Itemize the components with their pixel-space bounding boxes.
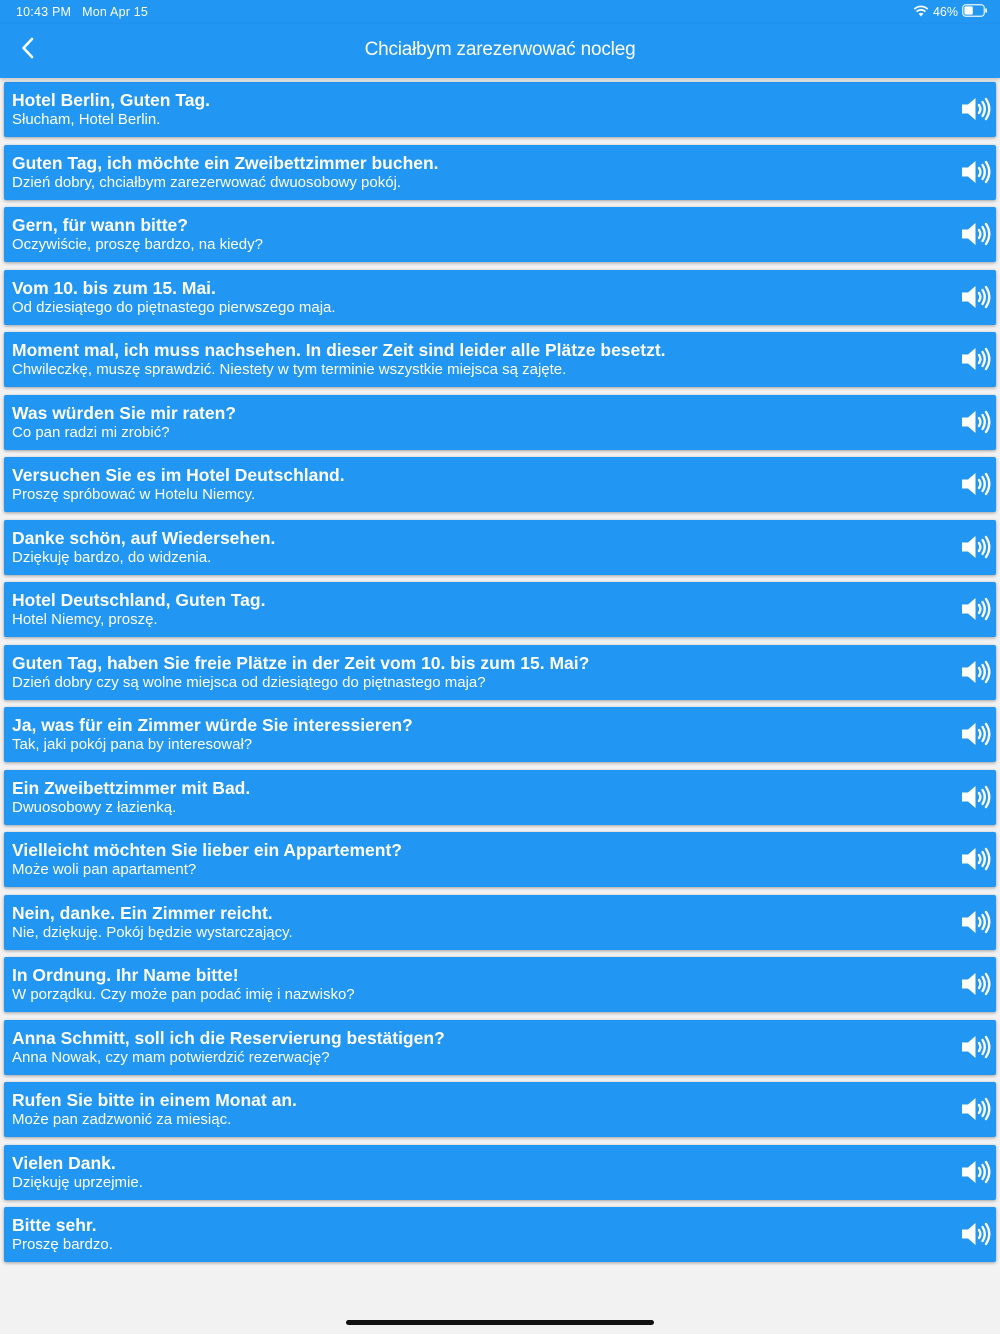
phrase-polish: Proszę spróbować w Hotelu Niemcy. [12,486,256,503]
speaker-icon[interactable] [960,970,992,998]
phrase-card[interactable] [4,395,996,450]
phrase-german: Nein, danke. Ein Zimmer reicht. [12,902,273,923]
phrase-german: Gern, für wann bitte? [12,215,188,235]
phrase-polish: W porządku. Czy może pan podać imię i nazwisko? [12,986,355,1003]
speaker-icon[interactable] [960,908,992,936]
phrase-card[interactable] [4,1145,996,1200]
phrase-german: Rufen Sie bitte in einem Monat an. [12,1090,297,1110]
phrase-card[interactable] [4,457,996,512]
phrase-card[interactable] [4,895,996,950]
phrase-card[interactable] [4,1082,996,1137]
phrase-polish: Może pan zadzwonić za miesiąc. [12,1111,232,1128]
status-time [16,5,148,19]
phrase-polish: Od dziesiątego do piętnastego pierwszego maja. [12,298,336,316]
speaker-icon[interactable] [960,783,992,811]
battery-percent: 46% [932,5,958,19]
speaker-icon[interactable] [960,345,992,373]
phrase-polish: Oczywiście, proszę bardzo, na kiedy? [12,236,263,253]
phrase-polish: Dziękuję bardzo, do widzenia. [12,548,212,566]
phrase-card[interactable] [4,582,996,637]
phrase-german: Vielleicht möchten Sie lieber ein Appartement? [12,840,402,860]
phrase-card[interactable] [4,207,996,262]
phrase-german: Was würden Sie mir raten? [12,402,236,423]
phrase-german: Guten Tag, haben Sie freie Plätze in der Zeit vom 10. bis zum 15. Mai? [12,652,590,673]
phrase-card[interactable] [4,82,996,137]
speaker-icon[interactable] [960,408,992,436]
speaker-icon[interactable] [960,470,992,498]
phrase-german: Versuchen Sie es im Hotel Deutschland. [12,465,345,485]
phrase-german: In Ordnung. Ihr Name bitte! [12,965,239,985]
phrase-list [4,82,996,1270]
phrase-german: Guten Tag, ich möchte ein Zweibettzimmer buchen. [12,152,439,173]
phrase-polish: Nie, dziękuję. Pokój będzie wystarczający. [12,923,293,941]
phrase-polish: Anna Nowak, czy mam potwierdzić rezerwację? [12,1048,330,1066]
phrase-card[interactable] [4,832,996,887]
wifi-icon [913,5,929,20]
phrase-card[interactable] [4,707,996,762]
phrase-german: Vielen Dank. [12,1152,116,1173]
battery-icon [962,4,988,20]
speaker-icon[interactable] [960,220,992,248]
speaker-icon[interactable] [960,845,992,873]
speaker-icon[interactable] [960,533,992,561]
status-indicators [913,4,988,20]
phrase-card[interactable] [4,145,996,200]
speaker-icon[interactable] [960,1220,992,1248]
status-time-text: 10:43 PM [16,5,72,19]
phrase-card[interactable] [4,957,996,1012]
phrase-german: Ein Zweibettzimmer mit Bad. [12,777,251,798]
phrase-polish: Tak, jaki pokój pana by interesował? [12,736,253,753]
phrase-card[interactable] [4,645,996,700]
phrase-polish: Dziękuję uprzejmie. [12,1173,143,1191]
phrase-polish: Dzień dobry, chciałbym zarezerwować dwuosobowy pokój. [12,173,402,191]
speaker-icon[interactable] [960,158,992,186]
phrase-polish: Proszę bardzo. [12,1236,113,1253]
phrase-polish: Chwileczkę, muszę sprawdzić. Niestety w tym terminie wszystkie miejsca są zajęte. [12,361,567,378]
speaker-icon[interactable] [960,1095,992,1123]
phrase-german: Anna Schmitt, soll ich die Reservierung bestätigen? [12,1027,445,1048]
phrase-german: Danke schön, auf Wiedersehen. [12,527,276,548]
phrase-polish: Słucham, Hotel Berlin. [12,111,161,128]
status-bar [0,0,1000,24]
speaker-icon[interactable] [960,95,992,123]
phrase-german: Moment mal, ich muss nachsehen. In dieser Zeit sind leider alle Plätze besetzt. [12,340,666,360]
phrase-german: Bitte sehr. [12,1215,97,1235]
page-title: Chciałbym zarezerwować nocleg [364,39,636,60]
phrase-polish: Dwuosobowy z łazienką. [12,798,177,816]
home-indicator[interactable] [346,1320,654,1325]
phrase-polish: Może woli pan apartament? [12,861,197,878]
phrase-card[interactable] [4,332,996,387]
phrase-polish: Hotel Niemcy, proszę. [12,611,158,628]
speaker-icon[interactable] [960,1158,992,1186]
speaker-icon[interactable] [960,720,992,748]
phrase-card[interactable] [4,1207,996,1262]
phrase-german: Vom 10. bis zum 15. Mai. [12,277,216,298]
speaker-icon[interactable] [960,658,992,686]
phrase-german: Hotel Deutschland, Guten Tag. [12,590,266,610]
status-date-text: Mon Apr 15 [82,5,149,19]
phrase-polish: Dzień dobry czy są wolne miejsca od dziesiątego do piętnastego maja? [12,673,486,691]
navigation-bar [0,24,1000,78]
phrase-card[interactable] [4,1020,996,1075]
phrase-card[interactable] [4,270,996,325]
speaker-icon[interactable] [960,595,992,623]
phrase-german: Hotel Berlin, Guten Tag. [12,90,211,110]
phrase-german: Ja, was für ein Zimmer würde Sie interessieren? [12,715,413,735]
phrase-polish: Co pan radzi mi zrobić? [12,423,170,441]
phrase-card[interactable] [4,770,996,825]
speaker-icon[interactable] [960,283,992,311]
speaker-icon[interactable] [960,1033,992,1061]
phrase-card[interactable] [4,520,996,575]
